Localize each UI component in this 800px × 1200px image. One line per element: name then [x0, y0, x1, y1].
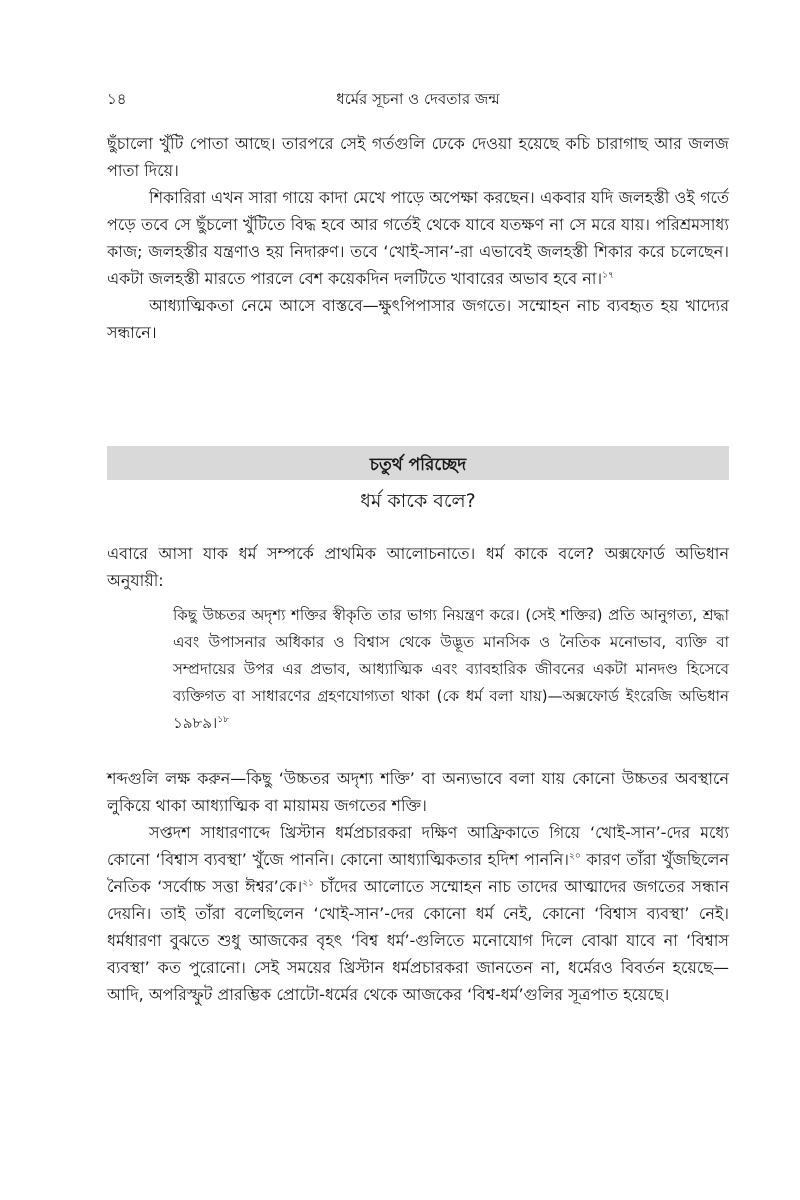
paragraph-text: ছুঁচালো খুঁটি পোতা আছে। তারপরে সেই গর্তগুলি ঢেকে দেওয়া হয়েছে কচি চারাগাছ আর জলজ পাতা দিয়ে।	[107, 134, 729, 180]
paragraph-intro	[107, 540, 729, 594]
chapter-heading-band	[107, 446, 729, 480]
block-quote	[173, 602, 729, 737]
chapter-heading: চতুর্থ পরিচ্ছেদ	[369, 455, 467, 475]
paragraph-text: শব্দগুলি লক্ষ করুন—কিছু ‘উচ্চতর অদৃশ্য শক্তি’ বা অন্যভাবে বলা যায় কোনো উচ্চতর অবস্থানে লুকিয়ে থাকা আধ্যাত্মিক বা মায়াময় জগতের শক্তি।	[107, 769, 729, 815]
running-title: ধর্মের সূচনা ও দেবতার জন্ম	[336, 90, 500, 108]
paragraph-text: আধ্যাত্মিকতা নেমে আসে বাস্তবে—ক্ষুৎপিপাসার জগতে। সম্মোহন নাচ ব্যবহৃত হয় খাদ্যের সন্ধানে।	[107, 296, 729, 342]
footnote-ref: ১৮	[217, 715, 229, 725]
paragraph-words	[107, 765, 729, 819]
footnote-ref: ২০	[569, 851, 581, 862]
book-page	[107, 0, 729, 1200]
paragraph-text: শিকারিরা এখন সারা গায়ে কাদা মেখে পাড়ে অপেক্ষা করছেন। একবার যদি জলহস্তী ওই গর্তে পড়ে তবে সে ছুঁচলো খুঁটিতে বিদ্ধ হবে আর গর্তেই থেকে যাবে যতক্ষণ না সে মরে যায়। পরিশ্রমসাধ্য কাজ; জলহস্তীর যন্ত্রণাও হয় নিদারুণ। তবে ‘খোই-সান’-রা এভাবেই জলহস্তী শিকার করে চলেছেন। একটা জলহস্তী মারতে পারলে বেশ কয়েকদিন দলটিতে খাবারের অভাব হবে না।	[107, 188, 729, 288]
paragraph-missionaries	[107, 819, 729, 1008]
quote-text: কিছু উচ্চতর অদৃশ্য শক্তির স্বীকৃতি তার ভাগ্য নিয়ন্ত্রণ করে। (সেই শক্তির) প্রতি আনুগত্য, শ্রদ্ধা এবং উপাসনার অধিকার ও বিশ্বাস থেকে উদ্ভূত মানসিক ও নৈতিক মনোভাব, ব্যক্তি বা সম্প্রদায়ের উপর এর প্রভাব, আধ্যাত্মিক এবং ব্যাবহারিক জীবনের একটা মানদণ্ড হিসেবে ব্যক্তিগত বা সাধারণের গ্রহণযোগ্যতা থাকা (কে ধর্ম বলা যায়)—অক্সফোর্ড ইংরেজি অভিধান ১৯৮৯।	[173, 606, 729, 732]
page-number: ১৪	[107, 90, 127, 108]
paragraph-hunters	[107, 184, 729, 292]
paragraph-text: এবারে আসা যাক ধর্ম সম্পর্কে প্রাথমিক আলোচনাতে। ধর্ম কাকে বলে? অক্সফোর্ড অভিধান অনুযায়ী:	[107, 544, 729, 590]
paragraph-spirituality	[107, 292, 729, 346]
running-header	[107, 88, 729, 116]
section-one	[107, 130, 729, 346]
footnote-ref: ১৭	[602, 270, 614, 281]
paragraph-text: সপ্তদশ সাধারণাব্দে খ্রিস্টান ধর্মপ্রচারকরা দক্ষিণ আফ্রিকাতে গিয়ে ‘খোই-সান’-দের মধ্যে কোনো ‘বিশ্বাস ব্যবস্থা’ খুঁজে পাননি। কোনো আধ্যাত্মিকতার হদিশ পাননি।	[107, 823, 729, 869]
chapter-title: ধর্ম কাকে বলে?	[360, 490, 476, 512]
footnote-ref: ২১	[302, 878, 314, 889]
section-three	[107, 765, 729, 1008]
section-two	[107, 540, 729, 737]
paragraph-text: কারণ তাঁরা খুঁজছিলেন নৈতিক ‘সর্বোচ্চ সত্তা ঈশ্বর’কে।	[107, 850, 729, 896]
paragraph-text: চাঁদের আলোতে সম্মোহন নাচ তাদের আত্মাদের জগতের সন্ধান দেয়নি। তাই তাঁরা বলেছিলেন ‘খোই-সান’-দের কোনো ধর্ম নেই, কোনো ‘বিশ্বাস ব্যবস্থা’ নেই। ধর্মধারণা বুঝতে শুধু আজকের বৃহৎ ‘বিশ্ব ধর্ম’-গুলিতে মনোযোগ দিলে বোঝা যাবে না ‘বিশ্বাস ব্যবস্থা’ কত পুরোনো। সেই সময়ের খ্রিস্টান ধর্মপ্রচারকরা জানতেন না, ধর্মেরও বিবর্তন হয়েছে—আদি, অপরিস্ফুট প্রারম্ভিক প্রোটো-ধর্মের থেকে আজকের ‘বিশ্ব-ধর্ম’গুলির সূত্রপাত হয়েছে।	[107, 877, 729, 1004]
paragraph-continued	[107, 130, 729, 184]
